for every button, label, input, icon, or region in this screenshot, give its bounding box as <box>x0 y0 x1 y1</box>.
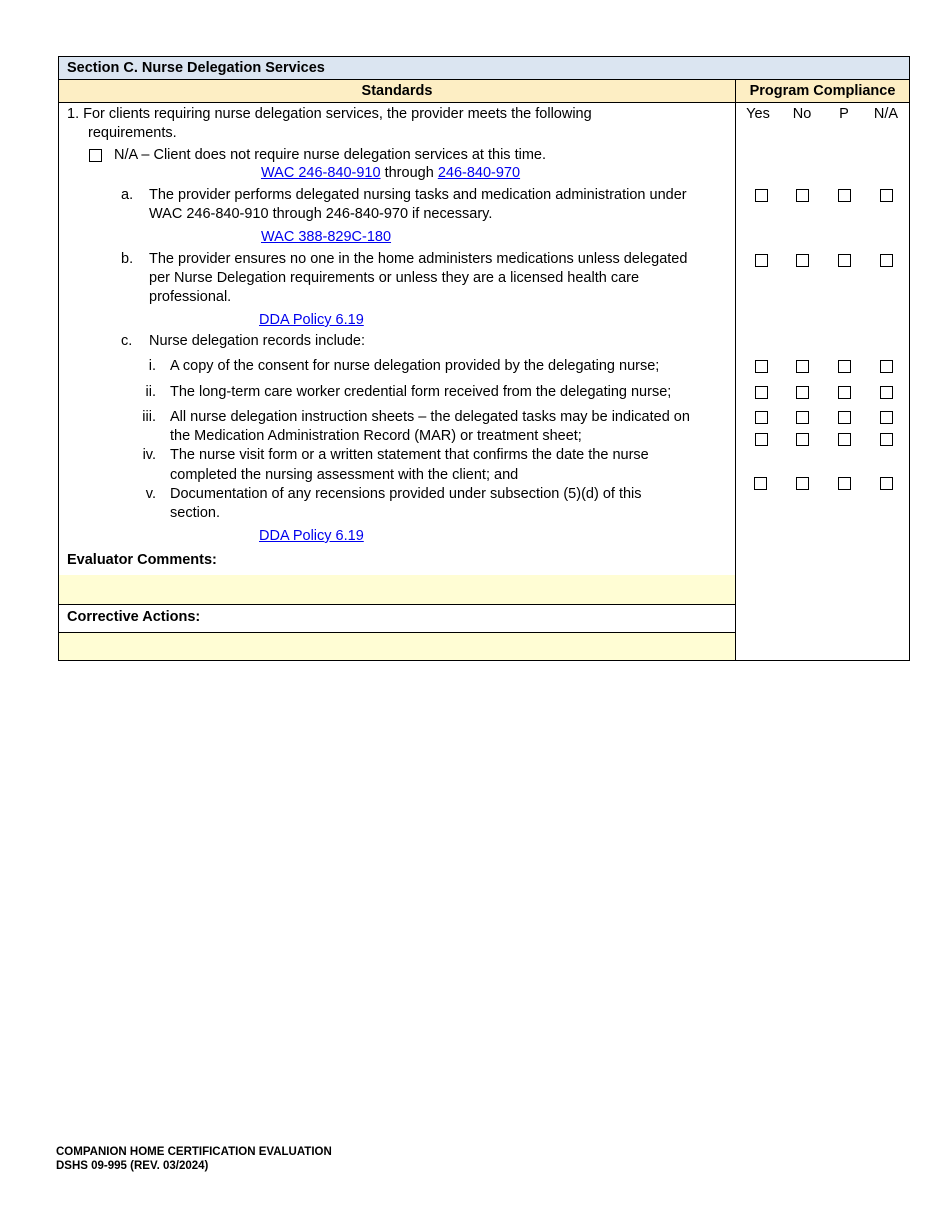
item-b-line1: The provider ensures no one in the home administers medications unless delegated <box>149 251 688 267</box>
ii-no-checkbox[interactable] <box>796 386 809 399</box>
a-yes-checkbox[interactable] <box>755 189 768 202</box>
option-na-label: N/A <box>873 106 899 122</box>
dda-reference-1 <box>259 311 364 330</box>
sub-ii-text: The long-term care worker credential form received from the delegating nurse; <box>170 384 672 400</box>
through-text: through <box>384 165 434 181</box>
a-p-checkbox[interactable] <box>838 189 851 202</box>
iii-no-checkbox[interactable] <box>796 411 809 424</box>
section-header <box>59 57 909 80</box>
iii-na-checkbox[interactable] <box>880 411 893 424</box>
wac-reference-2 <box>261 228 391 247</box>
v-no-checkbox[interactable] <box>796 477 809 490</box>
i-yes-checkbox[interactable] <box>755 360 768 373</box>
v-yes-checkbox[interactable] <box>754 477 767 490</box>
section-title: Section C. Nurse Delegation Services <box>67 60 325 76</box>
wac-246-840-910-link[interactable]: WAC 246-840-910 <box>261 165 381 181</box>
v-na-checkbox[interactable] <box>880 477 893 490</box>
sub-v-marker: v. <box>145 486 156 502</box>
item-b-marker: b. <box>121 251 134 267</box>
item1-intro-line1: 1. For clients requiring nurse delegation services, the provider meets the following <box>67 106 592 122</box>
sub-i-marker: i. <box>148 358 156 374</box>
i-p-checkbox[interactable] <box>838 360 851 373</box>
comments-divider <box>59 604 735 605</box>
wac-388-829c-180-link[interactable]: WAC 388-829C-180 <box>261 229 392 245</box>
item-a-marker: a. <box>121 187 134 203</box>
option-no-label: No <box>792 106 812 122</box>
i-na-checkbox[interactable] <box>880 360 893 373</box>
item-a-line1: The provider performs delegated nursing tasks and medication administration under <box>149 187 687 203</box>
b-yes-checkbox[interactable] <box>755 254 768 267</box>
item-b-line2: per Nurse Delegation requirements or unless they are a licensed health care <box>149 270 640 286</box>
wac-246-840-970-link[interactable]: 246-840-970 <box>437 165 521 181</box>
v-p-checkbox[interactable] <box>838 477 851 490</box>
corrective-actions-label: Corrective Actions: <box>67 609 201 625</box>
evaluator-comments-field[interactable] <box>59 575 735 604</box>
sub-ii-marker: ii. <box>145 384 156 400</box>
iii-p-checkbox[interactable] <box>838 411 851 424</box>
a-no-checkbox[interactable] <box>796 189 809 202</box>
corrective-actions-field[interactable] <box>59 633 735 660</box>
b-na-checkbox[interactable] <box>880 254 893 267</box>
dda-policy-6-19-link[interactable]: DDA Policy 6.19 <box>259 528 364 544</box>
sub-iii-line1: All nurse delegation instruction sheets – the delegated tasks may be indicated on <box>170 409 690 425</box>
sub-i-text: A copy of the consent for nurse delegation provided by the delegating nurse; <box>170 358 660 374</box>
wac-reference-1 <box>261 164 520 183</box>
iii-yes-checkbox[interactable] <box>755 411 768 424</box>
sub-iii-marker: iii. <box>142 409 156 425</box>
ii-p-checkbox[interactable] <box>838 386 851 399</box>
a-na-checkbox[interactable] <box>880 189 893 202</box>
item-c-marker: c. <box>121 333 133 349</box>
item-a-line2: WAC 246-840-910 through 246-840-970 if necessary. <box>149 206 493 222</box>
sub-iv-line2: completed the nursing assessment with the client; and <box>170 467 519 483</box>
ii-yes-checkbox[interactable] <box>755 386 768 399</box>
column-divider <box>735 80 736 661</box>
b-no-checkbox[interactable] <box>796 254 809 267</box>
evaluator-comments-label: Evaluator Comments: <box>67 552 217 568</box>
iv-yes-checkbox[interactable] <box>755 433 768 446</box>
dda-policy-6-19-link[interactable]: DDA Policy 6.19 <box>259 312 364 328</box>
standards-column-header: Standards <box>59 80 735 103</box>
item-c-text: Nurse delegation records include: <box>149 333 366 349</box>
sub-iv-line1: The nurse visit form or a written statement that confirms the date the nurse <box>170 447 649 463</box>
iv-na-checkbox[interactable] <box>880 433 893 446</box>
footer-form-number: DSHS 09-995 (REV. 03/2024) <box>56 1160 209 1172</box>
compliance-column-header: Program Compliance <box>736 80 909 103</box>
ii-na-checkbox[interactable] <box>880 386 893 399</box>
sub-iii-line2: the Medication Administration Record (MAR) or treatment sheet; <box>170 428 582 444</box>
sub-v-line2: section. <box>170 505 220 521</box>
sub-v-line1: Documentation of any recensions provided under subsection (5)(d) of this <box>170 486 642 502</box>
b-p-checkbox[interactable] <box>838 254 851 267</box>
na-label: N/A – Client does not require nurse delegation services at this time. <box>114 147 547 163</box>
iv-no-checkbox[interactable] <box>796 433 809 446</box>
item1-intro-line2: requirements. <box>88 125 177 141</box>
option-p-label: P <box>839 106 849 122</box>
footer-form-title: COMPANION HOME CERTIFICATION EVALUATION <box>56 1146 332 1158</box>
i-no-checkbox[interactable] <box>796 360 809 373</box>
option-yes-label: Yes <box>746 106 770 122</box>
na-checkbox[interactable] <box>89 149 102 162</box>
item-b-line3: professional. <box>149 289 232 305</box>
sub-iv-marker: iv. <box>142 447 156 463</box>
iv-p-checkbox[interactable] <box>838 433 851 446</box>
dda-reference-2 <box>259 527 364 546</box>
